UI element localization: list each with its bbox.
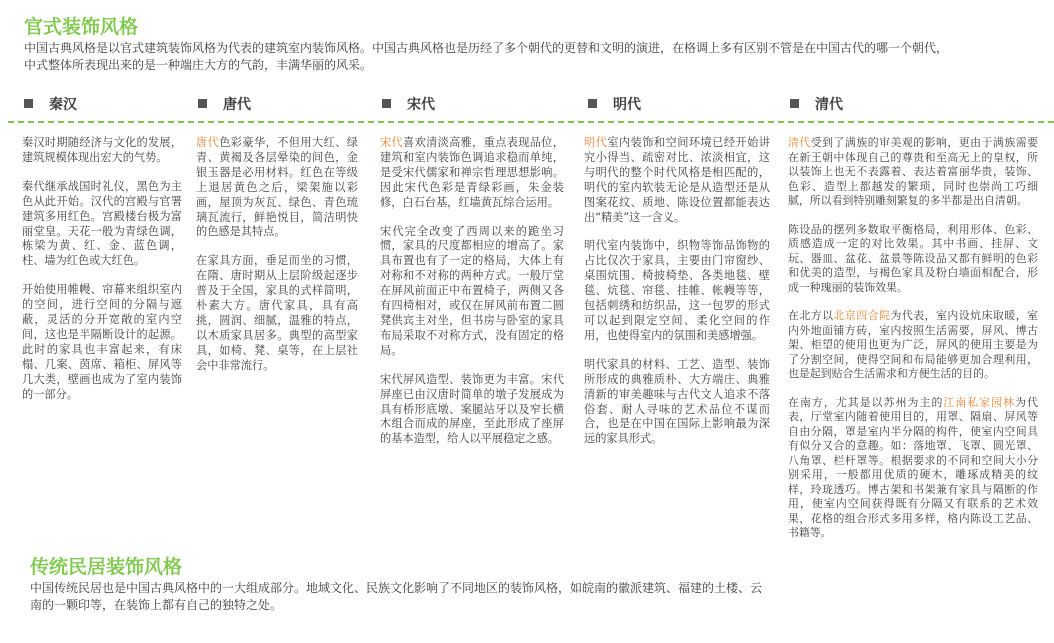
dynasty-name: 唐代 — [223, 97, 251, 113]
dynasty-header-qing — [790, 92, 843, 118]
column-song — [380, 136, 564, 461]
paragraph-text: 为代表，室内设炕床取暖，室内外地面铺方砖，室内按照生活需要，屏风、博古架、柜望的使用也更为广泛，屏风的使用主要是为了分割空间，使得空间和布局能够更加合理利用，也是起到贴合生活需求和方便生活的目的。 — [788, 309, 1038, 380]
dynasty-header-song — [382, 92, 435, 118]
paragraph — [584, 358, 770, 447]
column-qing — [788, 136, 1038, 555]
highlight-text: 江南私家园林 — [943, 395, 1016, 409]
section-intro-folk: 中国传统民居也是中国古典风格中的一大组成部分。地域文化、民族文化影响了不同地区的装饰风格，如皖南的徽派建筑、福建的土楼、云南的一颗印等，在装饰上都有自己的独特之处。 — [30, 581, 763, 612]
paragraph — [788, 223, 1038, 296]
paragraph — [788, 309, 1038, 382]
paragraph-text: 室内装饰和空间环境已经开始讲究小得当、疏密对比、浓淡相宜，这与明代的整个时代风格是相匹配的，明代的室内软装无论是从造型还是从图案花纹、质地、陈设位置都能表达出“精美”这一含义。 — [584, 136, 770, 224]
paragraph — [584, 136, 770, 225]
dynasty-header-tang — [198, 92, 251, 118]
paragraph — [22, 180, 182, 269]
paragraph-text: 为代表，厅堂室内随着使用目的，用罩、隔扇、屏风等自由分隔，罩是室内半分隔的构件，使室内空间具有似分又合的意趣。如：落地罩、飞罩、圆光罩、八角罩、栏杆罩等。根据要求的不同和空间大小分别采用，一般都用优质的硬木，雕琢成精美的纹样，玲珑透巧。博古架和书架兼有家具与隔断的作用，使室内空间获得既有分隔又有联系的艺术效果，花格的组合形式多用多样，格内陈设工艺品、书籍等。 — [788, 395, 1038, 539]
paragraph — [22, 283, 182, 402]
dynasty-name: 宋代 — [407, 97, 435, 113]
square-bullet-icon — [790, 99, 799, 108]
paragraph — [788, 396, 1038, 541]
dynasty-header-qinhan — [24, 92, 77, 118]
highlight-text: 唐代 — [196, 136, 220, 149]
paragraph-text: 明代家具的材料、工艺、造型、装饰所形成的典雅质朴、大方端庄、典雅清新的审美趣味与古代文人追求不落俗套、耐人寻味的艺术品位不谋而合，也是在中国在国际上影响最为深远的家具形式。 — [584, 357, 770, 446]
dynasty-header-row — [0, 92, 1054, 120]
column-qinhan — [22, 136, 182, 417]
paragraph-text: 喜欢清淡高雅，重点表现品位，建筑和室内装饰色调追求稳而单纯，是受宋代儒家和禅宗哲理思想影响。因此宋代色彩是青绿彩画，朱金装修，白石台基，红墙黄瓦综合运用。 — [380, 136, 564, 209]
paragraph — [380, 136, 564, 211]
highlight-text: 清代 — [788, 136, 811, 149]
paragraph-text: 受到了满族的审美观的影响，更由于满族需要在新王朝中体现自己的尊贵和至高无上的皇权，所以装饰上也无不表露着、表达着富丽华贵，装饰、色彩、造型上都越发的繁琐，同时也崇尚工巧细腻，所以看到特别雕刻繁复的多半都是出自清朝。 — [788, 136, 1038, 207]
section-title-official: 官式装饰风格 — [24, 16, 139, 38]
paragraph — [196, 254, 358, 373]
paragraph-text: 在家具方面，垂足而坐的习惯，在隋、唐时期从上层阶级起逐步普及于全国，家具的式样简明，朴素大方。唐代家具，具有高挑，圆润、细腻，温雅的特点，以木质家具居多。典型的高型家具，如椅、凳、桌等，在上层社会中非常流行。 — [196, 254, 358, 372]
square-bullet-icon — [198, 99, 207, 108]
paragraph-text: 开始使用帷幔、帘幕来组织室内的空间，进行空间的分隔与遮蔽，灵活的分开宽敞的室内空间，这也是半隔断设计的起源。此时的家具也丰富起来，有床榻、几案、茵席、箱柜、屏风等几大类，壁画也成为了室内装饰的一部分。 — [22, 283, 182, 401]
paragraph — [788, 136, 1038, 209]
paragraph-text: 在南方，尤其是以苏州为主的 — [788, 395, 944, 409]
paragraph — [22, 136, 182, 166]
square-bullet-icon — [588, 99, 597, 108]
column-ming — [584, 136, 770, 461]
paragraph-text: 陈设品的摆列多数取平衡格局，利用形体、色彩、质感造成一定的对比效果。其中书画、挂屏、文玩、器皿、盆花、盆景等陈设品又都有鲜明的色彩和优美的造型，与褐色家具及粉白墙面相配合，形成一种瑰丽的装饰效果。 — [788, 222, 1038, 294]
section-intro-official: 中国古典风格是以官式建筑装饰风格为代表的建筑室内装饰风格。中国古典风格也是历经了多个朝代的更替和文明的演进，在格调上多有区别不管是在中国古代的哪一个朝代，中式整体所表现出来的是一种端庄大方的气韵，丰满华丽的风采。 — [24, 41, 949, 72]
dynasty-name: 明代 — [613, 97, 641, 113]
highlight-text: 北京四合院 — [833, 309, 891, 322]
square-bullet-icon — [382, 99, 391, 108]
paragraph — [380, 225, 564, 359]
highlight-text: 明代 — [584, 136, 608, 149]
dynasty-name: 清代 — [815, 97, 843, 113]
paragraph — [584, 239, 770, 343]
dynasty-header-ming — [588, 92, 641, 118]
paragraph-text: 色彩豪华，不但用大红、绿青、黄褐及各层晕染的间色，金银玉器是必用材料。红色在等级上退居黄色之后，梁架施以彩画，屋顶为灰瓦、绿色、青色琉璃瓦流行，鲜艳悦目，简洁明快的色感是其特点。 — [196, 136, 358, 239]
paragraph — [196, 136, 358, 240]
highlight-text: 宋代 — [380, 136, 404, 149]
column-tang — [196, 136, 358, 388]
dashed-divider — [8, 121, 1054, 123]
paragraph-text: 在北方以 — [788, 309, 834, 322]
paragraph-text: 秦汉时期随经济与文化的发展，建筑规模体现出宏大的气势。 — [22, 136, 182, 164]
dynasty-name: 秦汉 — [49, 97, 77, 113]
square-bullet-icon — [24, 99, 33, 108]
paragraph-text: 宋代屏风造型、装饰更为丰富。宋代屏座已由汉唐时简单的墩子发展成为具有桥形底墩、案腿站牙以及窄长横木组合而成的屏座，至此形成了座屏的基本造型，给人以平展稳定之感。 — [380, 372, 564, 446]
section-title-folk: 传统民居装饰风格 — [30, 556, 183, 578]
paragraph-text: 明代室内装饰中，织物等饰品饰物的占比仅次于家具，主要由门帘窗纱、桌围炕围、椅披椅垫、各类地毯、壁毯、炕毯、帘毯、挂帷、帐幔等等，包括刺绣和纺织品，这一包罗的形式可以起到限定空间、柔化空间的作用，也使得室内的氛围和美感增强。 — [584, 239, 770, 342]
paragraph-text: 秦代继承战国时礼仪，黑色为主色从此开始。汉代的宫殿与官署建筑多用红色。宫殿楼台极为富丽堂皇。天花一般为青绿色调，栋梁为黄、红、金、蓝色调，柱、墙为红色或大红色。 — [22, 179, 182, 268]
paragraph-text: 宋代完全改变了西周以来的跪坐习惯，家具的尺度都相应的增高了。家具布置也有了一定的格局，大体上有对称和不对称的两种方式。一般厅堂在屏风前面正中布置椅子，两侧又各有四椅相对，或仅在屏风前布置二圆凳供宾主对坐，但书房与卧室的家具布局采取不对称方式，没有固定的格局。 — [380, 224, 564, 357]
paragraph — [380, 373, 564, 448]
